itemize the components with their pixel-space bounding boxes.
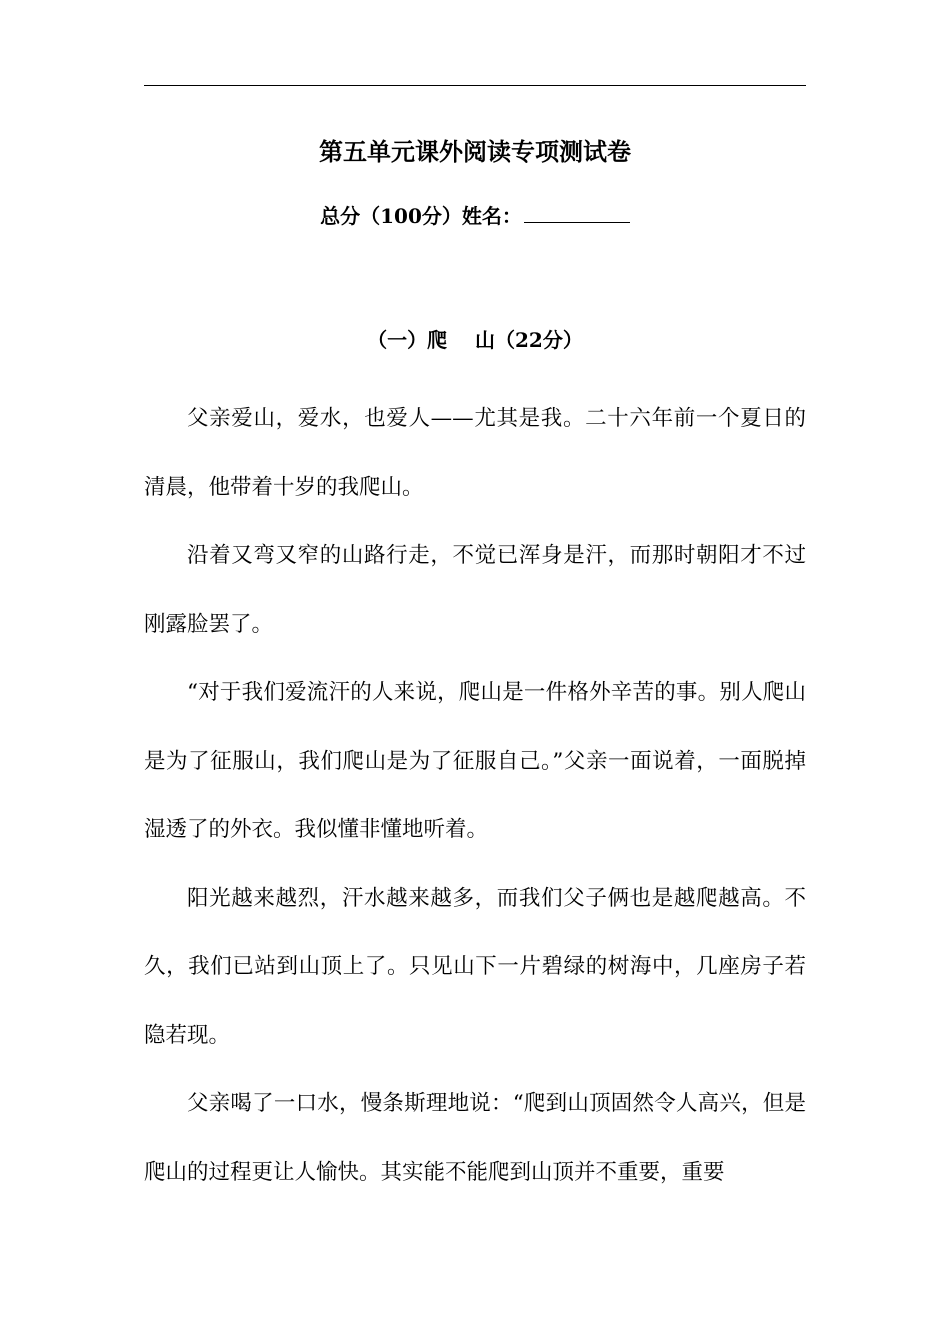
paragraph: 沿着又弯又窄的山路行走，不觉已浑身是汗，而那时朝阳才不过刚露脸罢了。 [144,543,806,637]
score-name-line [0,200,950,232]
header-rule [144,85,806,86]
page-title: 第五单元课外阅读专项测试卷 [319,137,631,166]
paragraph: 父亲爱山，爱水，也爱人——尤其是我。二十六年前一个夏日的清晨，他带着十岁的我爬山。 [144,406,806,500]
passage-body [144,385,806,1207]
paragraph: 父亲喝了一口水，慢条斯理地说：“爬到山顶固然令人高兴，但是爬山的过程更让人愉快。其实能不能爬到山顶并不重要，重要 [144,1091,806,1185]
paragraph: 阳光越来越烈，汗水越来越多，而我们父子俩也是越爬越高。不久，我们已站到山顶上了。只见山下一片碧绿的树海中，几座房子若隐若现。 [144,885,806,1048]
section-heading: （一）爬 山（22分） [367,328,583,352]
name-blank[interactable] [524,200,630,223]
paragraph: “对于我们爱流汗的人来说，爬山是一件格外辛苦的事。别人爬山是为了征服山，我们爬山是为了征服自己。”父亲一面说着，一面脱掉湿透了的外衣。我似懂非懂地听着。 [144,680,806,842]
score-label: 总分（100分）姓名： [320,204,522,228]
